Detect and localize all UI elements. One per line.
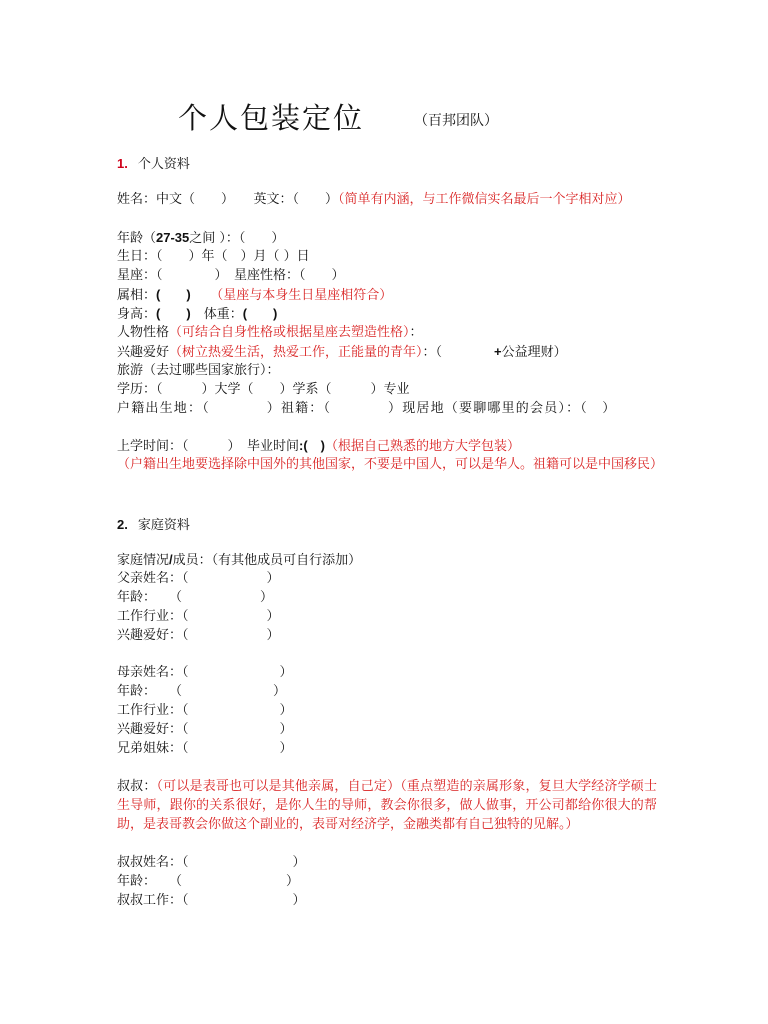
page-title: 个人包装定位 [178,101,365,135]
height-weight-field [117,304,657,324]
weight-blank: ( ) [242,306,278,321]
name-label: 姓名：中文（ ） 英文：（ ） [117,192,339,207]
personality-field [117,323,657,342]
hukou-note: （户籍出生地要选择除中国外的其他国家，不要是中国人，可以是华人。祖籍可以是中国移民） [117,457,664,472]
hobby-note: （树立热爱生活，热爱工作，正能量的青年） [169,345,423,360]
family-label-c: 成员：（有其他成员可自行添加） [172,553,362,568]
shengxiao-field [117,285,657,305]
hobby-blank: ：（ [422,345,495,360]
name-field [117,190,657,209]
school-field [117,436,657,456]
father-job-field: 工作行业：（ ） [117,609,280,624]
uncle-note: （可以是表哥也可以是其他亲属，自己定）（重点塑造的亲属形象，复旦大学经济学硕士生导师，跟你的关系很好，是你人生的导师，教会你很多，做人做事，开公司都给你很大的帮助，是表哥教会你做这个副业的，表哥对经济学，金融类都有自己独特的见解。） [117,779,657,832]
father-name-field: 父亲姓名：（ ） [117,571,280,586]
section-2-heading [117,514,190,533]
mother-job-field: 工作行业：（ ） [117,703,293,718]
weight-label: 体重： [190,307,243,322]
uncle-job-field: 叔叔工作：（ ） [117,893,306,908]
height-label: 身高： [117,307,157,322]
section-1-heading [117,153,190,172]
shengxiao-blank: ( ) [156,287,191,302]
height-blank: ( ) [156,306,191,321]
hobby-extra: 公益理财） [501,345,567,360]
shengxiao-label: 属相： [117,288,157,303]
hobby-label: 兴趣爱好 [117,345,170,360]
family-label-a: 家庭情况 [117,553,170,568]
siblings-field: 兄弟姐妹：（ ） [117,741,293,756]
page-subtitle: （百邦团队） [414,113,498,129]
family-slash: / [169,552,173,567]
section-1-title: 个人资料 [137,157,190,172]
father-hobby-field: 兴趣爱好：（ ） [117,628,280,643]
father-age-field: 年龄： （ ） [117,590,274,605]
hobby-field [117,342,657,362]
uncle-label: 叔叔： [117,779,157,794]
uncle-name-field: 叔叔姓名：（ ） [117,855,306,870]
uncle-field [117,777,657,834]
personality-colon: ： [409,325,423,340]
mother-name-field: 母亲姓名：（ ） [117,665,293,680]
zodiac-field: 星座：（ ） 星座性格：（ ） [117,268,345,283]
uncle-age-field: 年龄： （ ） [117,874,300,889]
section-2-number: 2. [117,517,128,532]
graduation-blank: :( ) [299,438,326,453]
section-1-number: 1. [117,156,128,171]
education-field: 学历：（ ）大学（ ）学系（ ）专业 [117,382,410,397]
shengxiao-note: （星座与本身生日星座相符合） [216,288,393,303]
hukou-field: 户籍出生地：（ ）祖籍：（ ）现居地（要聊哪里的会员）：（ ） [117,401,617,416]
personality-label: 人物性格 [117,325,170,340]
age-field [117,228,657,248]
age-label-c: 之间 ）：（ ） [189,231,285,246]
age-label-a: 年龄（ [117,231,157,246]
school-note: （根据自己熟悉的地方大学包装） [325,439,521,454]
school-label: 上学时间：（ ） 毕业时间 [117,439,300,454]
personality-note: （可结合自身性格或根据星座去塑造性格） [169,325,410,340]
mother-age-field: 年龄： （ ） [117,684,287,699]
age-range: 27-35 [156,230,190,245]
name-note: （简单有内涵，与工作微信实名最后一个字相对应） [338,192,631,207]
hobby-plus: + [494,344,502,359]
section-2-title: 家庭资料 [137,518,190,533]
mother-hobby-field: 兴趣爱好：（ ） [117,722,293,737]
birthday-field: 生日：（ ）年（ ）月（ ）日 [117,249,310,264]
family-field [117,550,657,570]
travel-field: 旅游（去过哪些国家旅行）： [117,363,280,378]
